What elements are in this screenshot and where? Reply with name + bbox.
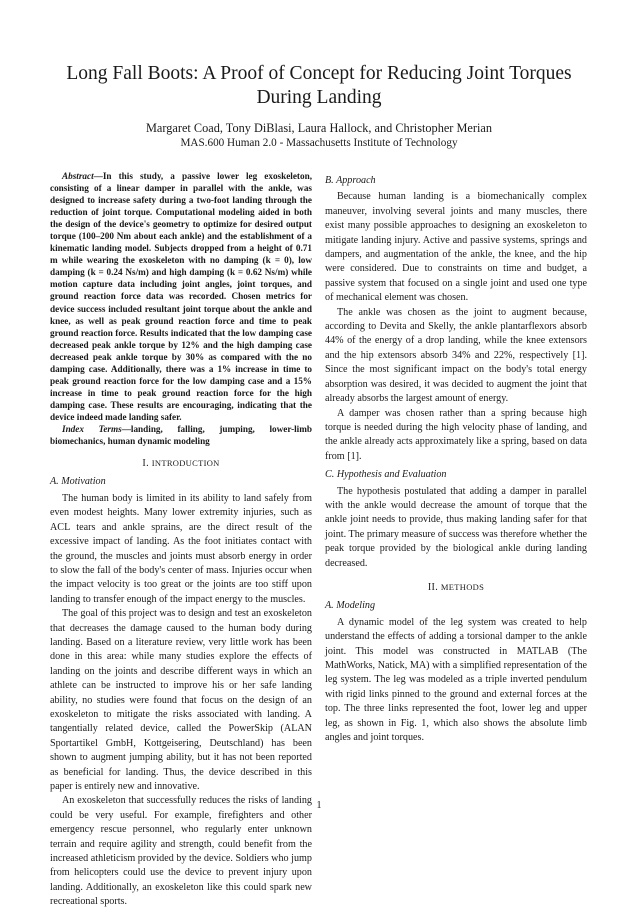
section-heading-methods — [325, 580, 587, 595]
subsection-heading-modeling: A. Modeling — [325, 600, 376, 612]
section-number: II. — [427, 581, 439, 593]
section-number: I. — [142, 458, 149, 470]
page-number: 1 — [316, 800, 322, 811]
author-list: Margaret Coad, Tony DiBlasi, Laura Hallock, and Christopher Merian — [146, 121, 492, 135]
abstract-text: —In this study, a passive lower leg exoskeleton, consisting of a linear damper in parallel with the ankle, was designed to increase safety during a two-foot landing through the reduction of joint torque. Computational modeling aided in both the design of the device's geometry to optimize for desired output torque (100–200 Nm about each ankle) and the establishment of a kinematic landing model. Subjects dropped from a height of 0.71 m while wearing the exoskeleton with no damping (k = 0), low damping (k = 0.24 Ns/m) and high damping (k = 0.62 Ns/m) while motion capture data including joint angles, joint torques, and ground reaction force data was recorded. Chosen metrics for device success included resultant joint torque about the ankle and knee, as well as peak ground reaction force and time to peak ground reaction force. Results indicated that the low damping case decreased peak ankle torque by 12% and the high damping case decreased peak ankle torque by 30% as compared with the no damping case. Additionally, there was a 1% increase in time to peak ground reaction force for the low damping case and a 15% increase in time to peak ground reaction force for the high damping case. These results are encouraging, indicating that the device indeed made landing safer. — [50, 171, 312, 422]
section-heading-introduction — [50, 456, 312, 471]
subsection-heading-approach: B. Approach — [325, 175, 376, 186]
left-column — [50, 170, 312, 910]
subsection-heading-motivation: A. Motivation — [50, 476, 106, 488]
paper-title: Long Fall Boots: A Proof of Concept for Reducing Joint Torques During Landing — [66, 63, 572, 108]
paragraph: The human body is limited in its ability to land safely from even modest heights. Many lower extremity injuries, such as ACL tears and ankle sprains, are the direct result of the excessive impact of landing. As the foot initiates contact with the ground, the muscles and joints must absorb energy in order to slow the fall of the body's center of mass. Injuries occur when the impact velocity is too great or the joints are too stiff upon landing to transfer enough of the impact energy to the muscles. — [50, 492, 312, 605]
paragraph: A dynamic model of the leg system was created to help understand the effects of adding a torsional damper to the ankle joint. This model was constructed in MATLAB (The MathWorks, Natick, MA) with a simplified representation of the leg system. The leg was modeled as a triple inverted pendulum with rigid links pinned to the ground and external forces at the top. The three links represented the foot, lower leg and upper leg, as shown in Fig. 1, which also shows the absolute limb angles and joint torques. — [325, 616, 587, 744]
paragraph: The hypothesis postulated that adding a damper in parallel with the ankle would decrease the amount of torque that the ankle joint needs to provide, thus making landing safer for that joint. The primary measure of success was therefore whether the peak torque provided by the biological ankle during landing decreased. — [325, 485, 587, 569]
right-column — [325, 170, 587, 745]
index-terms — [50, 423, 312, 447]
section-title: INTRODUCTION — [151, 458, 220, 469]
paragraph: Because human landing is a biomechanically complex maneuver, involving several joints and many muscles, there exist many possible approaches to designing an exoskeleton to mitigate landing injury. Active and passive systems, springs and dampers, and augmentation of the ankle, the knee, and the hip were considered. Due to constraints on time and budget, a passive system that focused on a single joint and used one type of mechanical element was chosen. — [325, 191, 587, 304]
paragraph: The ankle was chosen as the joint to augment because, according to Devita and Skelly, the ankle plantarflexors absorb 44% of the energy of a drop landing, while the knee extensors and the hip extensors absorb 34% and 22%, respectively [1]. Since the most significant impact on the body's total energy absorption was desired, it was decided to augment the joint that already absorbs the largest amount of energy. — [325, 306, 587, 405]
abstract-label: Abstract — [62, 171, 94, 181]
section-title: METHODS — [440, 581, 485, 592]
index-terms-label: Index Terms — [62, 423, 122, 434]
paragraph: A damper was chosen rather than a spring because high torque is needed during the high velocity phase of landing, and the ankle already acts approximately like a spring, based on data from [1]. — [325, 407, 587, 462]
index-terms-text: —landing, falling, jumping, lower-limb biomechanics, human dynamic modeling — [50, 423, 312, 447]
affiliation: MAS.600 Human 2.0 - Massachusetts Institute of Technology — [180, 137, 458, 149]
paragraph: An exoskeleton that successfully reduces the risks of landing could be very useful. For example, firefighters and other emergency rescue personnel, who regularly enter unknown terrain and require agility and strength, could benefit from the increased athleticism provided by the device. Soldiers who jump from helicopters could use the device to prevent injury upon landing. Additionally, an exoskeleton like this could spark new recreational sports. — [50, 795, 312, 908]
abstract — [50, 170, 312, 423]
paragraph: The goal of this project was to design and test an exoskeleton that decreases the damage caused to the human body during landing. Based on a literature review, very little work has been done in this area: while many studies explore the effects of landing on the joints and describe different ways in which an athlete can be instructed to improve his or her safe landing ability, no studies were found that focus on the design of an exoskeleton to mitigate the risks associated with landing. A tangentially related device, called the PowerSkip (ALAN Sportartikel GmbH, Kottgeisering, Deutschland) has been shown to augment jumping ability, but it has not been reported as beneficial for landing. Thus, the device described in this paper is entirely new and innovative. — [50, 608, 312, 793]
subsection-heading-hypothesis: C. Hypothesis and Evaluation — [325, 469, 447, 481]
